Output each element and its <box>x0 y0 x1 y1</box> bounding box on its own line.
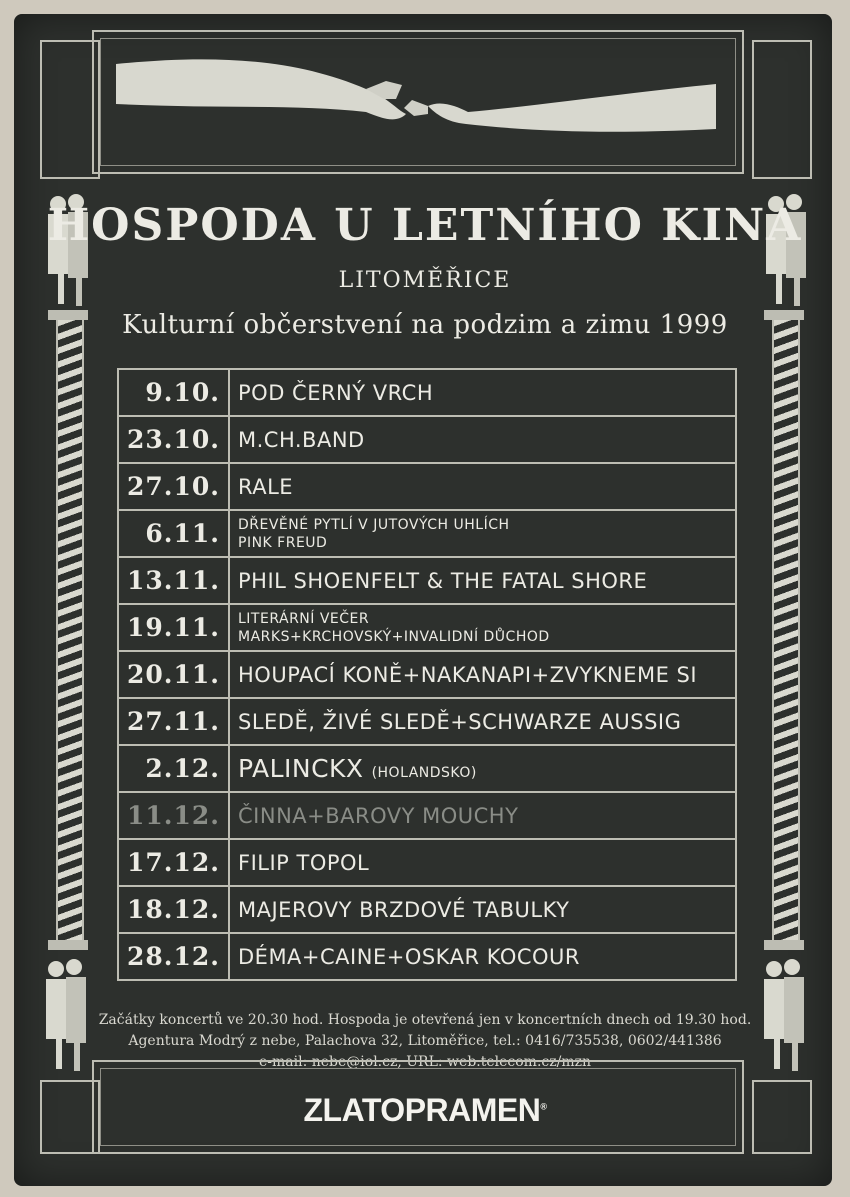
corner-box-top-right <box>752 40 812 179</box>
column-base <box>764 940 804 950</box>
footer-contact: e-mail: nebe@iol.cz, URL: web.telecom.cz/mzn <box>258 1054 591 1070</box>
performer-line: SLEDĚ, ŽIVÉ SLEDĚ+SCHWARZE AUSSIG <box>238 709 682 734</box>
event-performers <box>229 369 736 416</box>
performer-line: POD ČERNÝ VRCH <box>238 380 434 405</box>
event-performers <box>229 510 736 557</box>
twisted-column-icon <box>56 320 84 940</box>
event-performers <box>229 839 736 886</box>
performer-line: PINK FREUD <box>238 534 328 551</box>
event-row <box>118 416 736 463</box>
event-row <box>118 839 736 886</box>
performer-line: MARKS+KRCHOVSKÝ+INVALIDNÍ DŮCHOD <box>238 628 550 645</box>
event-row <box>118 792 736 839</box>
event-row <box>118 604 736 651</box>
event-performers <box>229 886 736 933</box>
event-date: 9.10. <box>118 369 229 416</box>
footer-hours: Začátky koncertů ve 20.30 hod. Hospoda je otevřená jen v koncertních dnech od 19.30 hod. <box>98 1012 752 1028</box>
performer-line: DŘEVĚNÉ PYTLÍ V JUTOVÝCH UHLÍCH <box>238 516 510 533</box>
event-date: 27.10. <box>118 463 229 510</box>
event-date: 17.12. <box>118 839 229 886</box>
event-date: 28.12. <box>118 933 229 980</box>
event-row <box>118 698 736 745</box>
event-performers <box>229 463 736 510</box>
event-date: 23.10. <box>118 416 229 463</box>
venue-title: HOSPODA U LETNÍHO KINA <box>47 200 803 251</box>
event-performers <box>229 745 736 792</box>
right-column <box>764 310 804 950</box>
event-performers <box>229 651 736 698</box>
event-date: 13.11. <box>118 557 229 604</box>
performer-line: FILIP TOPOL <box>238 850 370 875</box>
performer-line: M.CH.BAND <box>238 427 365 452</box>
event-date: 20.11. <box>118 651 229 698</box>
event-date: 2.12. <box>118 745 229 792</box>
event-row <box>118 463 736 510</box>
hands-of-creation-icon <box>96 34 736 164</box>
event-date: 27.11. <box>118 698 229 745</box>
sponsor-logo <box>0 1092 850 1129</box>
event-row <box>118 886 736 933</box>
event-row <box>118 745 736 792</box>
event-row <box>118 510 736 557</box>
performer-line: PALINCKX <box>238 754 364 783</box>
performer-line: DÉMA+CAINE+OSKAR KOCOUR <box>238 944 581 969</box>
event-date: 11.12. <box>118 792 229 839</box>
twisted-column-icon <box>772 320 800 940</box>
column-base <box>48 940 88 950</box>
footer-agency: Agentura Modrý z nebe, Palachova 32, Litoměřice, tel.: 0416/735538, 0602/441386 <box>128 1033 722 1049</box>
performer-line: PHIL SHOENFELT & THE FATAL SHORE <box>238 568 648 593</box>
left-column <box>48 310 88 950</box>
event-date: 19.11. <box>118 604 229 651</box>
event-performers <box>229 792 736 839</box>
event-row <box>118 933 736 980</box>
registered-mark: ® <box>540 1101 547 1112</box>
performer-line: LITERÁRNÍ VEČER <box>238 610 370 627</box>
performer-line: MAJEROVY BRZDOVÉ TABULKY <box>238 897 570 922</box>
event-schedule-table <box>117 368 737 981</box>
event-performers <box>229 933 736 980</box>
event-row <box>118 369 736 416</box>
event-row <box>118 557 736 604</box>
event-date: 6.11. <box>118 510 229 557</box>
event-date: 18.12. <box>118 886 229 933</box>
corner-box-top-left <box>40 40 100 179</box>
event-performers <box>229 698 736 745</box>
performer-line: HOUPACÍ KONĚ+NAKANAPI+ZVYKNEME SI <box>238 662 698 687</box>
event-performers <box>229 416 736 463</box>
event-performers <box>229 557 736 604</box>
performer-line: ČINNA+BAROVY MOUCHY <box>238 803 519 828</box>
town-name: LITOMĚŘICE <box>338 268 512 293</box>
performer-line: RALE <box>238 474 294 499</box>
season-subtitle: Kulturní občerstvení na podzim a zimu 1999 <box>122 310 728 340</box>
event-row <box>118 651 736 698</box>
illustration-panel <box>92 30 744 174</box>
event-performers <box>229 604 736 651</box>
sponsor-name: ZLATOPRAMEN <box>303 1092 541 1128</box>
performer-note: (HOLANDSKO) <box>371 765 477 781</box>
